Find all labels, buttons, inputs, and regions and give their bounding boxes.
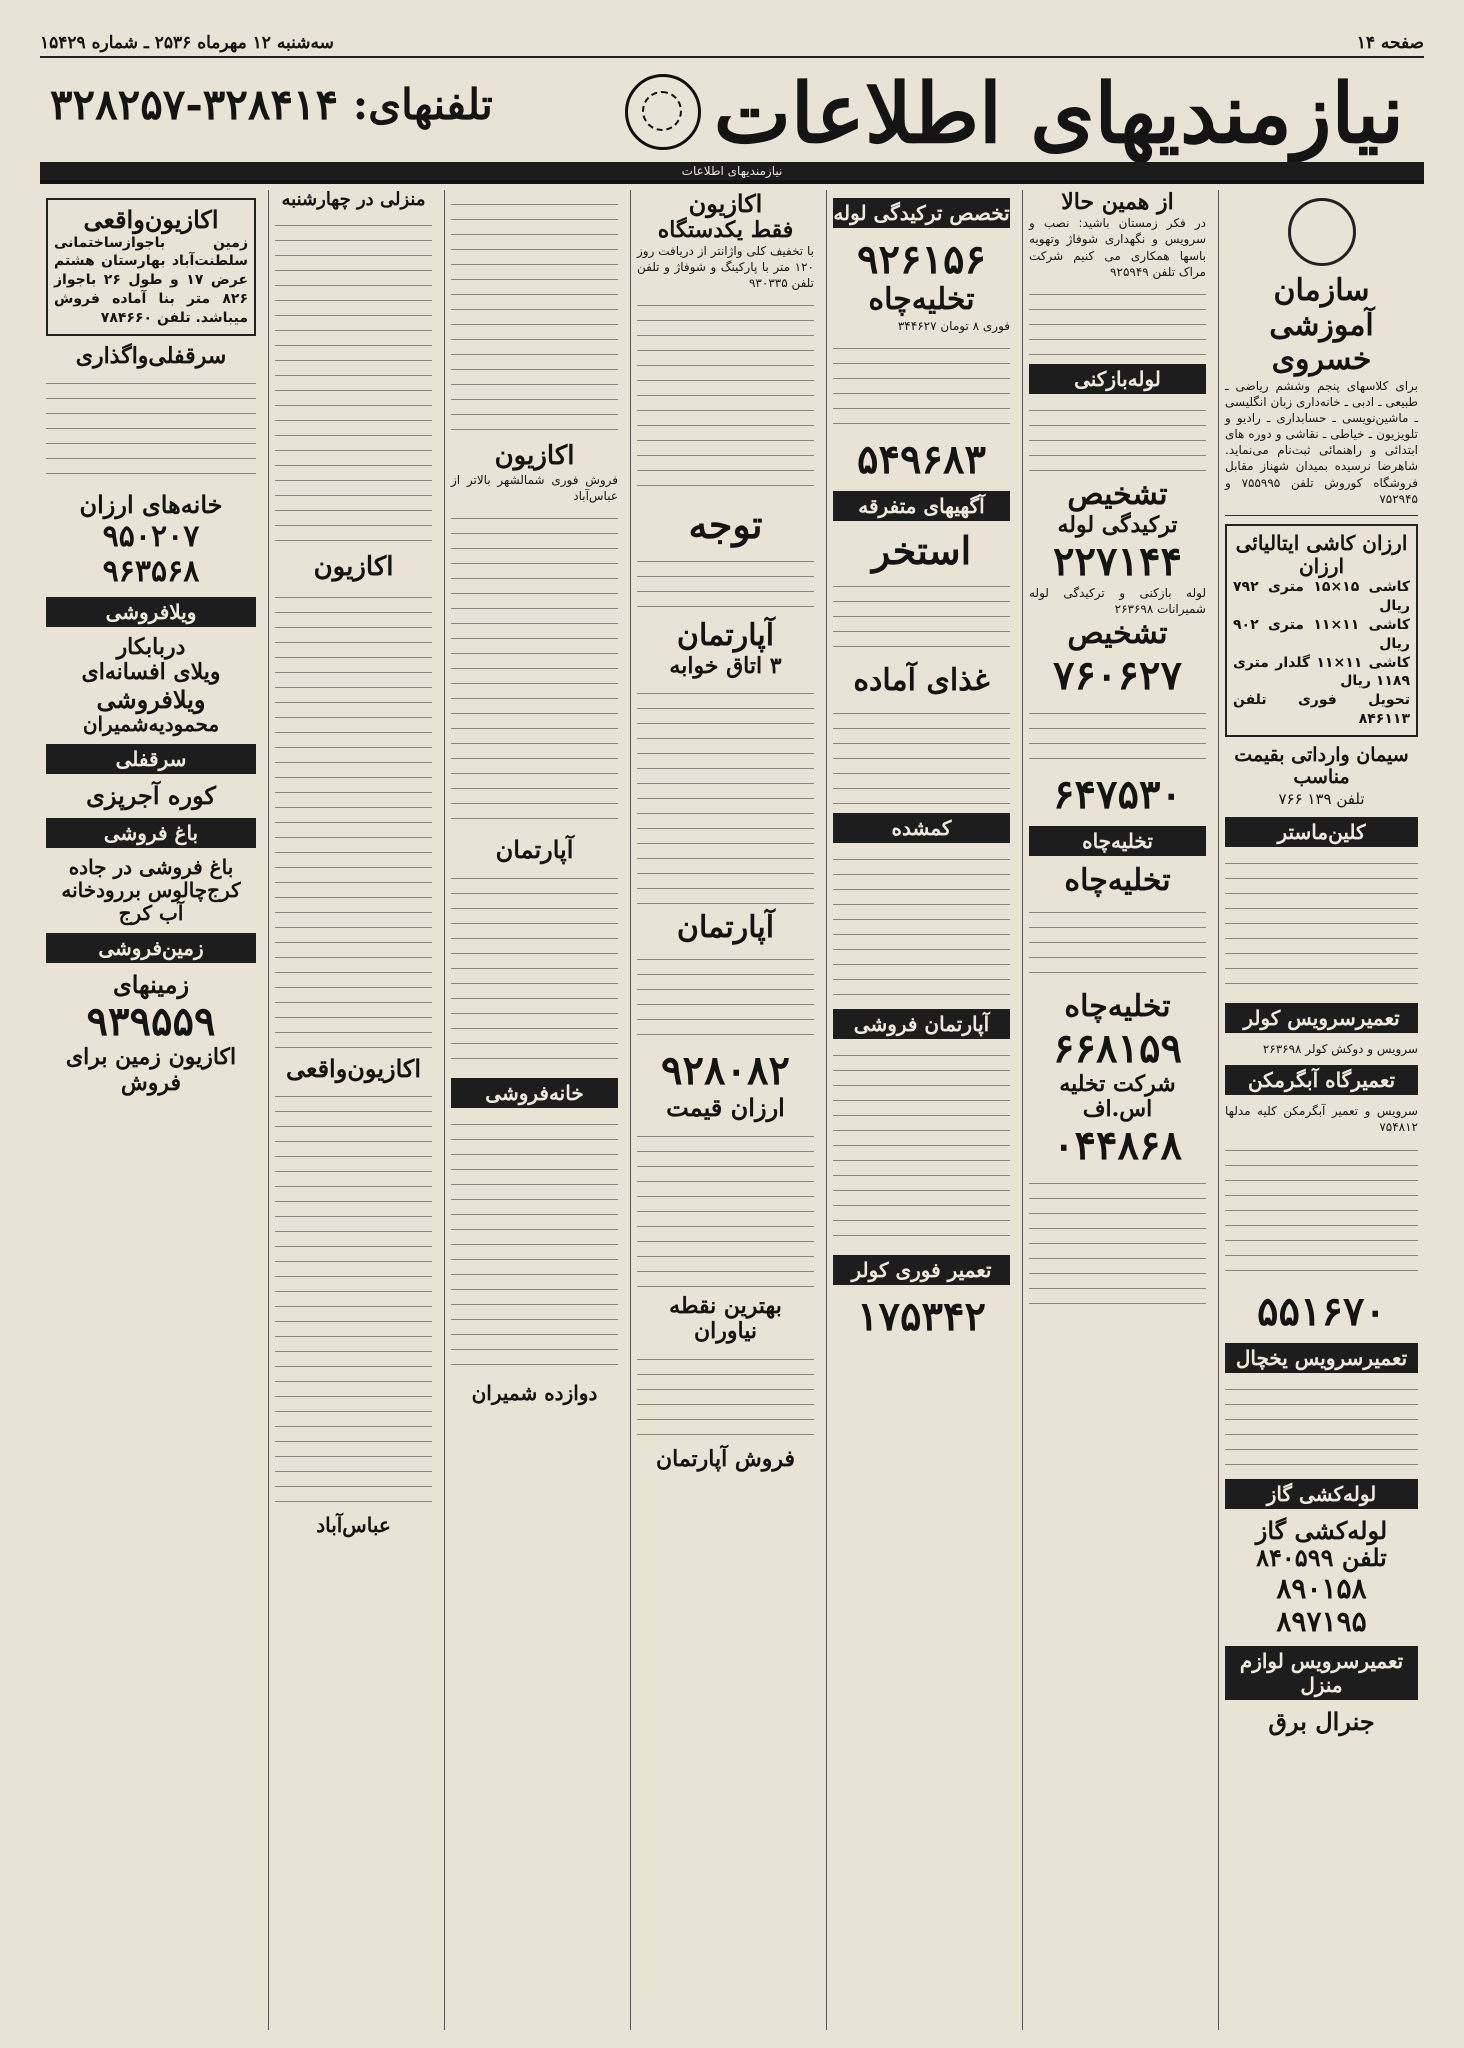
ad-head: تخلیه‌چاه <box>1064 989 1171 1025</box>
section-band: تعمیرسرویس یخچال <box>1225 1343 1418 1373</box>
ad-body: فوری ۸ تومان ۳۴۴۶۲۷ <box>897 318 1010 333</box>
section-band: باغ فروشی <box>46 818 256 848</box>
ad-subhead: ۳ اتاق خوابه <box>669 652 782 679</box>
ad-phone-number: ۶۶۸۱۵۹ <box>1053 1024 1182 1072</box>
ad-head: دوازده شمیران <box>471 1380 598 1405</box>
rule <box>1225 515 1418 516</box>
text-block <box>1029 705 1206 765</box>
text-block <box>833 340 1010 430</box>
ad-heater: سرویس و تعمیر آبگرمکن کلیه مدلها ۷۵۴۸۱۲ <box>1225 1104 1418 1135</box>
ad-head: اکازیون <box>313 551 394 582</box>
section-band: تخلیه‌چاه <box>1029 826 1206 856</box>
ad-phone-number: ۱۷۵۳۴۲ <box>857 1292 986 1340</box>
text-block <box>1029 1175 1206 1305</box>
ad-phone-number: ۹۵۰۲۰۷ <box>102 518 200 554</box>
ad-body: زمین باجوازساختمانی سلطنت‌آباد بهارستان هشتم عرض ۱۷ و طول ۲۶ باجواز ۸۲۶ متر بنا آماده فروش میباشد. تلفن ۷۸۴۶۶۰ <box>54 234 249 327</box>
text-block <box>1029 402 1206 472</box>
ad-phone-number: ۹۲۶۱۵۶ <box>857 236 986 283</box>
text-block <box>451 510 618 830</box>
ad-body: با تخفیف کلی واژانتر از دریافت روز ۱۲۰ متر با پارکینگ و شوفاژ و تلفن تلفن ۹۳۰۳۳۵ <box>637 243 814 291</box>
text-block <box>275 589 432 1049</box>
text-block <box>637 685 814 905</box>
ad-phone-number: ۸۹۰۱۵۸ <box>1276 1571 1367 1605</box>
ad-head: آپارتمان <box>676 618 775 654</box>
ad-head: عباس‌آباد <box>316 1513 391 1538</box>
ad-head: خانه‌های ارزان <box>79 490 223 520</box>
column-4 <box>630 190 820 2030</box>
page-number: صفحه ۱۴ <box>1356 33 1424 53</box>
school-logo-icon <box>1288 198 1356 266</box>
text-block <box>637 553 814 613</box>
ad-head: تخلیه‌چاه <box>1064 862 1171 898</box>
text-block <box>637 1351 814 1441</box>
section-band: لوله‌بازکنی <box>1029 364 1206 394</box>
ad-head: استخر <box>871 527 972 573</box>
ad-head: منزلی در چهارشنبه <box>281 190 426 210</box>
ad-subhead: ترکیدگی لوله <box>1057 511 1178 538</box>
ad-head: شرکت تخلیه اس.اف <box>1059 1070 1176 1123</box>
column-7 <box>40 190 262 2030</box>
section-band: لوله‌کشی گاز <box>1225 1479 1418 1509</box>
ad-tile-head: ارزان کاشی ایتالیائی ارزان <box>1235 531 1408 578</box>
ad-cement <box>1225 745 1418 809</box>
ad-head: محمودیه‌شمیران <box>82 712 220 737</box>
section-band: کلین‌ماستر <box>1225 817 1418 847</box>
text-block <box>451 870 618 1070</box>
text-block <box>637 297 814 497</box>
ad-head: از همین حالا <box>1061 190 1174 215</box>
ad-cooler: سرویس و دوکش کولر ۲۶۳۶۹۸ <box>1262 1042 1418 1057</box>
ad-gas-head: لوله‌کشی گاز <box>1255 1515 1388 1545</box>
column-3 <box>826 190 1016 2030</box>
text-block <box>637 1128 814 1288</box>
ad-tile-line: کاشی ۱۱×۱۱ متری ۹۰۲ ریال <box>1233 616 1410 652</box>
ad-head: دربابکار <box>116 633 186 660</box>
ad-phone-number: ۹۳۹۵۵۹ <box>86 998 216 1046</box>
ad-body: لوله بازکنی و ترکیدگی لوله شمیرانات ۲۶۳۶۹۸ <box>1029 585 1206 617</box>
ad-head: ویلای افسانه‌ای <box>81 659 221 686</box>
ad-head: اکازیون‌واقعی <box>285 1053 421 1083</box>
ad-head: اکازیون <box>494 441 575 471</box>
ad-head: تخلیه‌چاه <box>868 282 975 317</box>
ad-gas-phone: تلفن ۸۴۰۵۹۹ <box>1256 1543 1387 1573</box>
ad-phone-number: ۶۴۷۵۳۰ <box>1053 770 1182 818</box>
ad-head: باغ فروشی در جاده کرج‌چالوس بررودخانه آب کرج <box>61 854 241 925</box>
ad-head: اکازیون زمین برای فروش <box>65 1044 237 1096</box>
text-block <box>637 951 814 1041</box>
column-6 <box>268 190 438 2030</box>
section-band: ویلافروشی <box>46 597 256 627</box>
ad-tile <box>1225 524 1418 737</box>
ad-school <box>1225 198 1418 507</box>
ad-head: فروش آپارتمان <box>655 1445 796 1472</box>
ad-tile-line: کاشی ۱۵×۱۵ متری ۷۹۲ ریال <box>1233 579 1410 614</box>
column-5 <box>444 190 624 2030</box>
ad-head: ویلافروشی <box>96 684 206 714</box>
section-band: آپارتمان فروشی <box>833 1009 1010 1039</box>
text-block <box>1029 286 1206 356</box>
column-2 <box>1022 190 1212 2030</box>
ad-head: بهترین نقطه نیاوران <box>669 1293 782 1345</box>
section-band: خانه‌فروشی <box>451 1078 618 1108</box>
ad-tile-line: تحویل فوری تلفن ۸۴۶۱۱۳ <box>1233 692 1410 728</box>
ad-head: اکازیون <box>688 190 763 218</box>
text-block <box>833 851 1010 1001</box>
ad-body: فروش فوری شمالشهر بالاتر از عباس‌آباد <box>451 472 618 504</box>
ad-phone-number: ۵۵۱۶۷۰ <box>1257 1287 1386 1335</box>
section-band: سرقفلی <box>46 744 256 774</box>
ad-subhead: فقط یکدستگاه <box>657 216 794 243</box>
ad-phone-number: ۵۴۹۶۸۳ <box>857 435 986 483</box>
section-band: تخصص ترکیدگی لوله <box>833 198 1010 228</box>
ad-cement-head: سیمان وارداتی بقیمت مناسب <box>1234 744 1409 788</box>
section-band: تعمیر فوری کولر <box>833 1255 1010 1285</box>
ad-footer-head: جنرال برق <box>1268 1706 1375 1736</box>
ad-head: توجه <box>688 502 763 548</box>
issue-date: سه‌شنبه ۱۲ مهرماه ۲۵۳۶ ـ شماره ۱۵۴۲۹ <box>40 33 334 53</box>
text-block <box>275 1088 432 1508</box>
ad-school-body: برای کلاسهای پنجم وششم ریاضی ـ طبیعی ـ ادبی ـ خانه‌داری زبان انگلیسی ـ ماشین‌نویسی ـ حسابداری ـ رادیو و تلویزیون ـ خیاطی ـ نقاشی و دوره های ابتدائی و راهنمائی ثبت‌نام می‌نماید. شاهرضا نرسیده بمیدان شهناز مقابل فروشگاه کوروش تلفن ۷۵۵۹۹۵ و ۷۵۲۹۴۵ <box>1225 378 1419 506</box>
masthead-subline: نیازمندیهای اطلاعات <box>40 162 1424 180</box>
text-block <box>833 578 1010 658</box>
masthead-seal-icon <box>625 74 701 150</box>
ad-land-boxed <box>46 198 256 336</box>
column-1 <box>1218 190 1424 2030</box>
text-block <box>833 1047 1010 1247</box>
ad-head: ارزان قیمت <box>666 1093 785 1123</box>
text-block <box>451 1116 618 1376</box>
text-block <box>1225 1381 1418 1471</box>
text-block <box>1029 904 1206 984</box>
ad-phone-number: ۲۲۷۱۴۴ <box>1053 537 1182 585</box>
ad-head: آپارتمان <box>495 835 574 865</box>
text-block <box>451 196 618 436</box>
ad-head: کوره آجرپزی <box>86 781 216 811</box>
text-block <box>1225 855 1418 995</box>
ad-body: در فکر زمستان باشید: نصب و سرویس و نگهداری شوفاژ وتهویه باسها همکاری می کنیم شرکت مراک تلفن ۹۲۵۹۴۹ <box>1029 216 1206 279</box>
text-block <box>46 375 256 485</box>
section-band: تعمیرسرویس کولر <box>1225 1003 1418 1033</box>
section-band: تعمیرسرویس لوازم منزل <box>1225 1646 1418 1700</box>
ad-head: آپارتمان <box>676 909 775 945</box>
ad-head: تشخیص <box>1067 616 1168 652</box>
ad-head: تشخیص <box>1067 477 1168 513</box>
text-block <box>275 217 432 547</box>
ad-phone-number: ۸۹۷۱۹۵ <box>1276 1604 1367 1638</box>
section-band: تعمیرگاه آبگرمکن <box>1225 1065 1418 1095</box>
running-head <box>40 30 1424 58</box>
ad-cement-body: تلفن ۱۳۹ ۷۶۶ <box>1278 789 1365 808</box>
ad-head: سرقفلی‌واگذاری <box>75 343 227 370</box>
ad-head: زمینهای <box>112 969 190 999</box>
text-block <box>833 705 1010 805</box>
masthead <box>40 62 1424 184</box>
ad-phone-number: ۷۶۰۶۲۷ <box>1053 651 1182 699</box>
ad-tile-line: کاشی ۱۱×۱۱ گلدار متری ۱۱۸۹ ریال <box>1233 654 1410 690</box>
section-band: زمین‌فروشی <box>46 933 256 963</box>
ad-head: غذای آماده <box>853 663 990 699</box>
masthead-title: نیازمندیهای اطلاعات <box>713 66 1404 162</box>
ad-head: اکازیون‌واقعی <box>83 205 219 234</box>
section-band: کمشده <box>833 813 1010 843</box>
ad-phone-number: ۰۴۴۸۶۸ <box>1053 1122 1182 1170</box>
masthead-phones: تلفنهای: ۳۲۸۴۱۴-۳۲۸۲۵۷ <box>50 80 493 129</box>
ad-phone-number: ۹۲۸۰۸۲ <box>661 1047 790 1095</box>
ad-school-head: سازمان آموزشی خسروی <box>1269 273 1374 377</box>
ad-phone-number: ۹۶۳۵۶۸ <box>102 553 200 589</box>
text-block <box>1225 1142 1418 1282</box>
section-band: آگهیهای متفرقه <box>833 491 1010 521</box>
